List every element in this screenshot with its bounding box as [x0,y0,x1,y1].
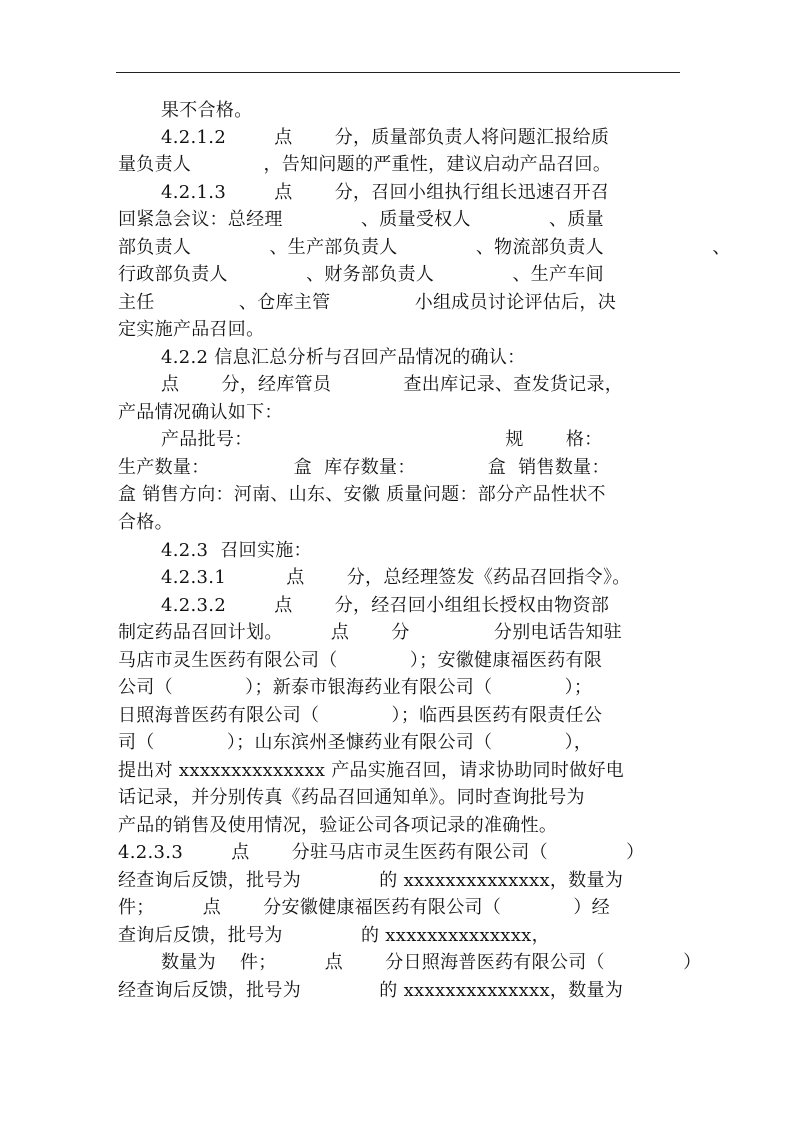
text-line: 经查询后反馈，批号为 的 xxxxxxxxxxxxxx，数量为 [118,870,624,891]
text-line: 生产数量： 盒 库存数量： 盒 销售数量： [118,457,610,478]
text-line: 马店市灵生医药有限公司（ ）；安徽健康福医药有限 [118,650,603,671]
text-line: 盒 销售方向：河南、山东、安徽 质量问题：部分产品性状不 [118,484,606,505]
text-line: 4.2.1.2 点 分，质量部负责人将问题汇报给质 [161,127,610,148]
text-line: 4.2.3.1 点 分，总经理签发《药品召回指令》。 [161,567,631,588]
text-line: 话记录，并分别传真《药品召回通知单》。同时查询批号为 [118,787,585,808]
text-line: 日照海普医药有限公司（ ）；临西县医药有限责任公 [118,705,603,726]
header-rule [116,72,680,73]
text-line: 4.2.3.2 点 分，经召回小组组长授权由物资部 [161,595,610,616]
text-line: 4.2.3.3 点 分驻马店市灵生医药有限公司（ ） [118,842,645,863]
text-line: 行政部负责人 、财务部负责人 、生产车间 [118,264,604,285]
text-line: 数量为 件； 点 分日照海普医药有限公司（ ） [161,952,702,973]
text-line: 部负责人 、生产部负责人 、物流部负责人 、 [118,237,731,258]
text-line: 司（ ）；山东滨州圣慷药业有限公司（ ）， [118,732,593,753]
text-line: 查询后反馈，批号为 的 xxxxxxxxxxxxxx， [118,925,550,946]
text-line: 回紧急会议：总经理 、质量受权人 、质量 [118,209,604,230]
text-line: 产品情况确认如下： [118,402,283,423]
text-line: 合格。 [118,512,173,533]
text-line: 产品的销售及使用情况，验证公司各项记录的准确性。 [118,815,558,836]
text-line: 产品批号： 规 格： [161,429,603,450]
text-line: 定实施产品召回。 [118,319,265,340]
text-line: 件； 点 分安徽健康福医药有限公司（ ）经 [118,897,610,918]
section-heading: 4.2.2 信息汇总分析与召回产品情况的确认： [161,347,526,368]
text-line: 提出对 xxxxxxxxxxxxxx 产品实施召回，请求协助同时做好电 [118,760,625,781]
text-line: 公司（ ）；新泰市银海药业有限公司（ ）； [118,677,593,698]
text-line: 主任 、仓库主管 小组成员讨论评估后，决 [118,292,617,313]
text-line: 量负责人 ，告知问题的严重性，建议启动产品召回。 [118,154,612,175]
section-heading: 4.2.3 召回实施： [161,540,312,561]
text-line: 4.2.1.3 点 分，召回小组执行组长迅速召开召 [161,182,610,203]
text-line: 果不合格。 [161,100,253,121]
text-line: 制定药品召回计划。 点 分 分别电话告知驻 [118,622,623,643]
text-line: 经查询后反馈，批号为 的 xxxxxxxxxxxxxx，数量为 [118,980,624,1001]
text-line: 点 分，经库管员 查出库记录、查发货记录， [161,374,624,395]
